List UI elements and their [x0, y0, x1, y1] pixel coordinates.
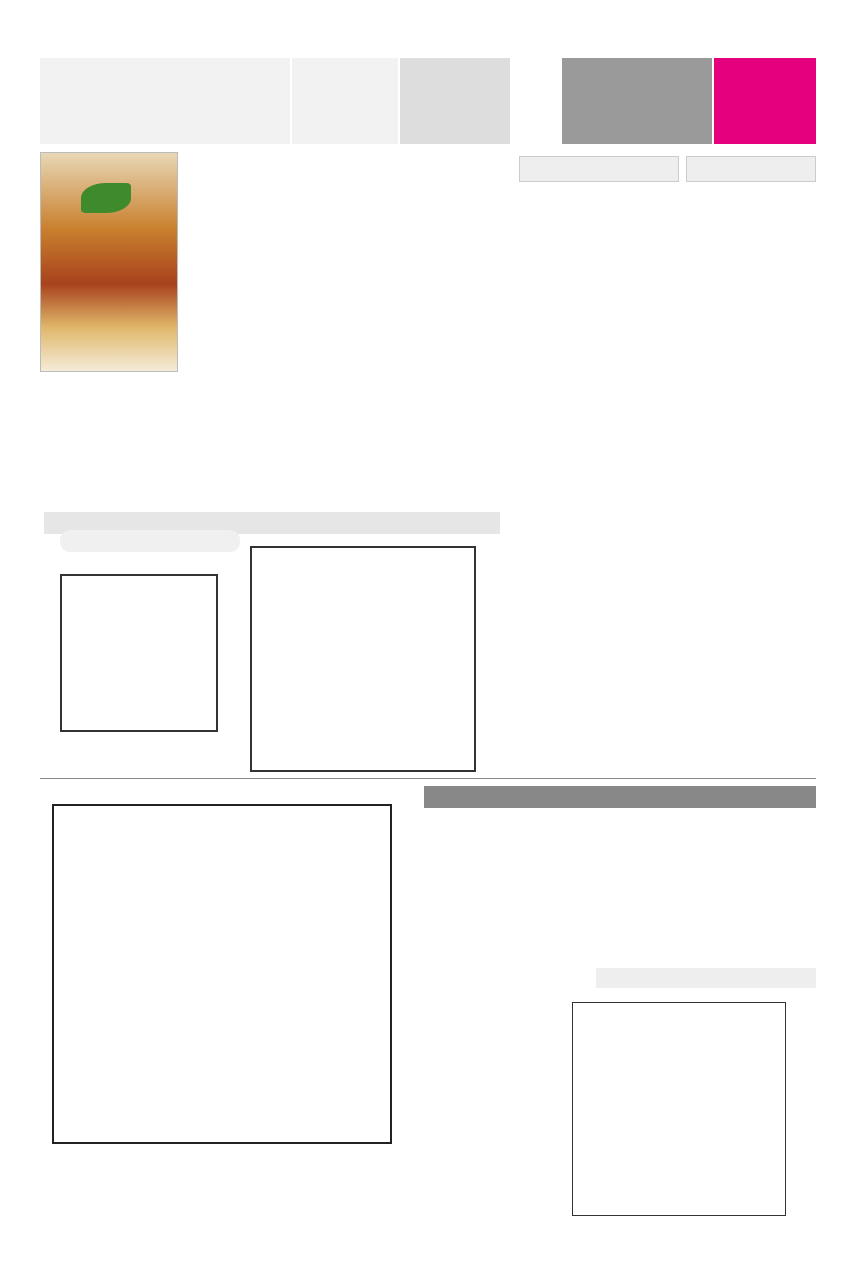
- crossword-row-numbers: [392, 804, 410, 1144]
- lasagna-photo: [40, 152, 178, 372]
- sudoku-solution-grid: [60, 574, 218, 732]
- down-clues: [484, 818, 650, 968]
- across-clues: [656, 818, 816, 964]
- sms-box: [292, 58, 398, 144]
- answer-grid: [572, 1002, 786, 1216]
- horoscope-column: [519, 156, 679, 786]
- bottom-clues: [40, 1148, 420, 1258]
- web-note-title: [686, 156, 816, 182]
- crossword-grid: [52, 804, 392, 1144]
- basil-leaf: [81, 183, 131, 213]
- newspaper-logo: [562, 58, 712, 144]
- page-number-box: [714, 58, 816, 144]
- answer-title: [596, 968, 816, 988]
- recipe-col-2b: [184, 344, 344, 472]
- recipe-col-3: [40, 376, 178, 476]
- sudoku-grid: [250, 546, 476, 772]
- section-box: [400, 58, 510, 144]
- web-note-text: [686, 190, 816, 790]
- horoscope-title: [519, 156, 679, 182]
- header-quote: [40, 58, 290, 144]
- divider: [40, 778, 816, 779]
- recipe-col-1: [352, 192, 502, 372]
- horoscope-list: [519, 190, 679, 786]
- masthead: [40, 58, 816, 144]
- web-note-column: [686, 156, 816, 790]
- sudoku-solution-title: [60, 530, 240, 552]
- crossword-title-bar: [424, 786, 816, 808]
